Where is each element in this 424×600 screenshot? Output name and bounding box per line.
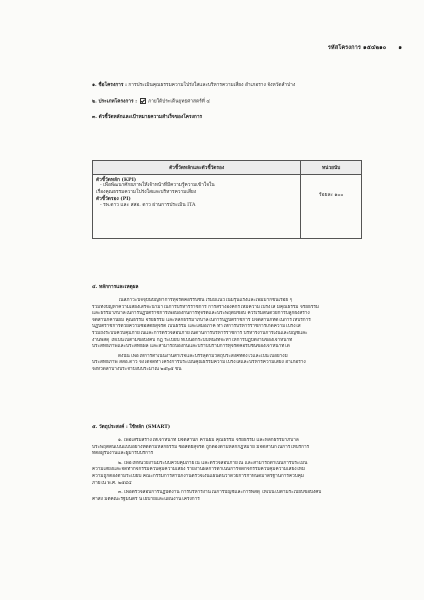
section-text: ภายใต้ประเด็นยุทธศาสตร์ที่ ๔ — [148, 99, 210, 105]
checked-checkbox-icon — [140, 98, 146, 104]
objective-line: ภายใน พ.ศ. ๒๕๔๔ — [92, 480, 132, 486]
section-label: ๕. วัตถุประสงค์ : — [92, 424, 128, 430]
project-code-header — [328, 44, 402, 52]
unit-value: ร้อยละ ๑๐๐ — [319, 192, 344, 198]
section-label: ๓. ตัวชี้วัดหลักและเป้าหมายความสำเร็จของโครงการ — [92, 114, 203, 120]
section-label: ๒. ประเภทโครงการ : — [92, 98, 137, 105]
indicator-table — [92, 160, 362, 239]
objective-line: ๑. เพื่อเสริมสร้างให้เจ้าหน้าที่ มีจิตสำนึก ค่านิยม คุณธรรม จริยธรรม และหลักธรรมาภิบาล — [118, 438, 299, 443]
section-indicators — [92, 114, 202, 121]
kpi-line: เรื่องคุณธรรมความโปร่งใสและบริหารความเสี่ยง — [96, 189, 197, 195]
section-text: ใช้หลัก (SMART) — [129, 424, 171, 430]
section-project-name — [92, 82, 295, 89]
kpi-label: ตัวชี้วัดหลัก (KPI) — [96, 176, 137, 183]
table-header-indicator: ตัวชี้วัดหลักและตัวชี้วัดรอง — [93, 161, 301, 175]
table-header-unit: หน่วยนับ — [301, 161, 362, 175]
objective-line: ที่ต่อผู้รับงานและผู้มารับบริการ — [92, 451, 154, 457]
section-project-type — [92, 98, 210, 106]
table-row — [93, 175, 362, 239]
paragraph-line: ดังนั้น เพื่อให้การดำเนินงานสำเร็จและบรรลุตามวัตถุประสงค์ที่ตั้งไว้และเป็นไปอย่างมี — [118, 353, 288, 359]
section-rationale — [92, 284, 138, 291]
paragraph-line: ประสิทธิภาพ สสอ.ดาว จึงได้จัดทำโครงการประเมินคุณธรรมความโปร่งใสและบริหารความเสี่ยง อำเภอราง — [92, 360, 306, 366]
table-header-row — [93, 161, 362, 175]
paragraph-line: รวมถึงระบบควบคุมภายในและการตรวจสอบภายในด้านการบริหารราชการ บริหารงานการเงินและบัญชีและ — [92, 330, 308, 336]
objectives-paragraph — [92, 438, 392, 503]
paragraph-line: ประสิทธิภาพและประสิทธิผล และสามารถป้องกันและปราบปรามการทุจริตคอรัปชั่นของเจ้าหน้าที่ได้ — [92, 344, 290, 350]
pi-line: - รพ.ดาว และ สสอ. ดาว ผ่านการประเมิน ITA — [100, 202, 196, 208]
unit-cell — [301, 175, 362, 239]
section-objectives — [92, 424, 170, 431]
paragraph-line: รวมทั้งปัญหาความเสี่ยงเสรีจะนำมาในการบริหารราชการ การสร้างองค์กรให้มีความโปร่งใส มีคุณธรรม จริยธรรม — [92, 304, 319, 310]
paragraph-line: จังหวัดลำปางประจำปีงบประมาณ ๒๕๖๕ ขึ้น — [92, 366, 182, 372]
section-label: ๔. หลักการและเหตุผล — [92, 284, 139, 290]
page-number: ๑ — [398, 45, 402, 51]
objective-line: ประพฤติตนเป็นแบบอย่างที่ดีตามหลักธรรม ซื่อสัตย์สุจริต ถูกต้องตามหลักกฎหมาย มีจิตสำนึกในการให้บริการ — [92, 444, 310, 450]
section-text: การประเมินคุณธรรมความโปร่งใสและบริหารความเสี่ยง อำเภอราง จังหวัดลำปาง — [128, 83, 296, 88]
project-code-label: รหัสโครงการ ๑๕๔๒๑๐ — [327, 45, 387, 51]
objective-line: คำสั่ง มติคณะรัฐมนตรี นโยบายและแผนงานโครงการ — [92, 496, 200, 502]
indicator-cell — [93, 175, 301, 239]
paragraph-line: งานพัสดุ ให้เป็นไปตามข้อบังคับ กฎ ระเบียบ ที่เป็นอีกระบบหนึ่งที่จะทำให้การปฏิบัติงานของเจ้าหน้าที่ — [92, 337, 293, 343]
pi-label: ตัวชี้วัดรอง (PI) — [96, 196, 131, 202]
objective-line: ๓. เพื่อตรวจสอบการปฏิบัติงาน การบริหารงานในการบัญชีและการพัสดุ ให้เป็นไปตามระเบียบข้อบังคับ — [118, 490, 322, 496]
kpi-line: - เพื่อพัฒนาศักยภาพให้เจ้าหน้าที่มีความรู้ความเข้าใจใน — [100, 183, 215, 188]
paragraph-line: ในสภาวะปัจจุบันปัญหาการทุจริตคอร์รัปชั่น เริ่มมีแนวโน้มรุนแรงและเพิ่มมากขึ้นเรื่อย ๆ — [118, 298, 293, 303]
section-label: ๑. ชื่อโครงการ : — [92, 82, 127, 88]
paragraph-line: และธรรมาภิบาลในการปฏิบัติราชการเพื่อป้องกันการทุจริตและประพฤติมิชอบ ควรเริ่มต้นด้วยการปลูกฝังสร้าง — [92, 311, 310, 317]
objective-line: ความถูกต้องตามระเบียบ คณะกรรมการสำนักงานตรวจเงินแผ่นดินว่าด้วยการกำหนดมาตรฐานการควบคุม — [92, 473, 304, 479]
paragraph-line: ปฏิบัติราชการด้วยความซื่อสัตย์สุจริต เป็นธรรม และเสมอภาค ทำให้การบริหารราชการเกิดความโปร่งใส — [92, 324, 301, 330]
objective-line: ความเสี่ยงและจัดทำกิจกรรมควบคุมความเสี่ยง รายงานผลการดำเนินการจัดกิจกรรมควบคุมความเสี่ยงให้มี — [92, 467, 305, 473]
objective-line: ๒. เพื่อให้หน่วยงานมีระบบควบคุมภายใน และตรวจสอบภายใน และสามารถดำเนินการประเมิน — [118, 460, 308, 466]
paragraph-line: จิตสำนึกค่านิยม คุณธรรม จริยธรรม และหลักธรรมาภิบาลในการปฏิบัติราชการ มีจิตสำนึกที่ดีในการให้บริการ — [92, 317, 311, 323]
rationale-paragraph — [92, 298, 392, 374]
